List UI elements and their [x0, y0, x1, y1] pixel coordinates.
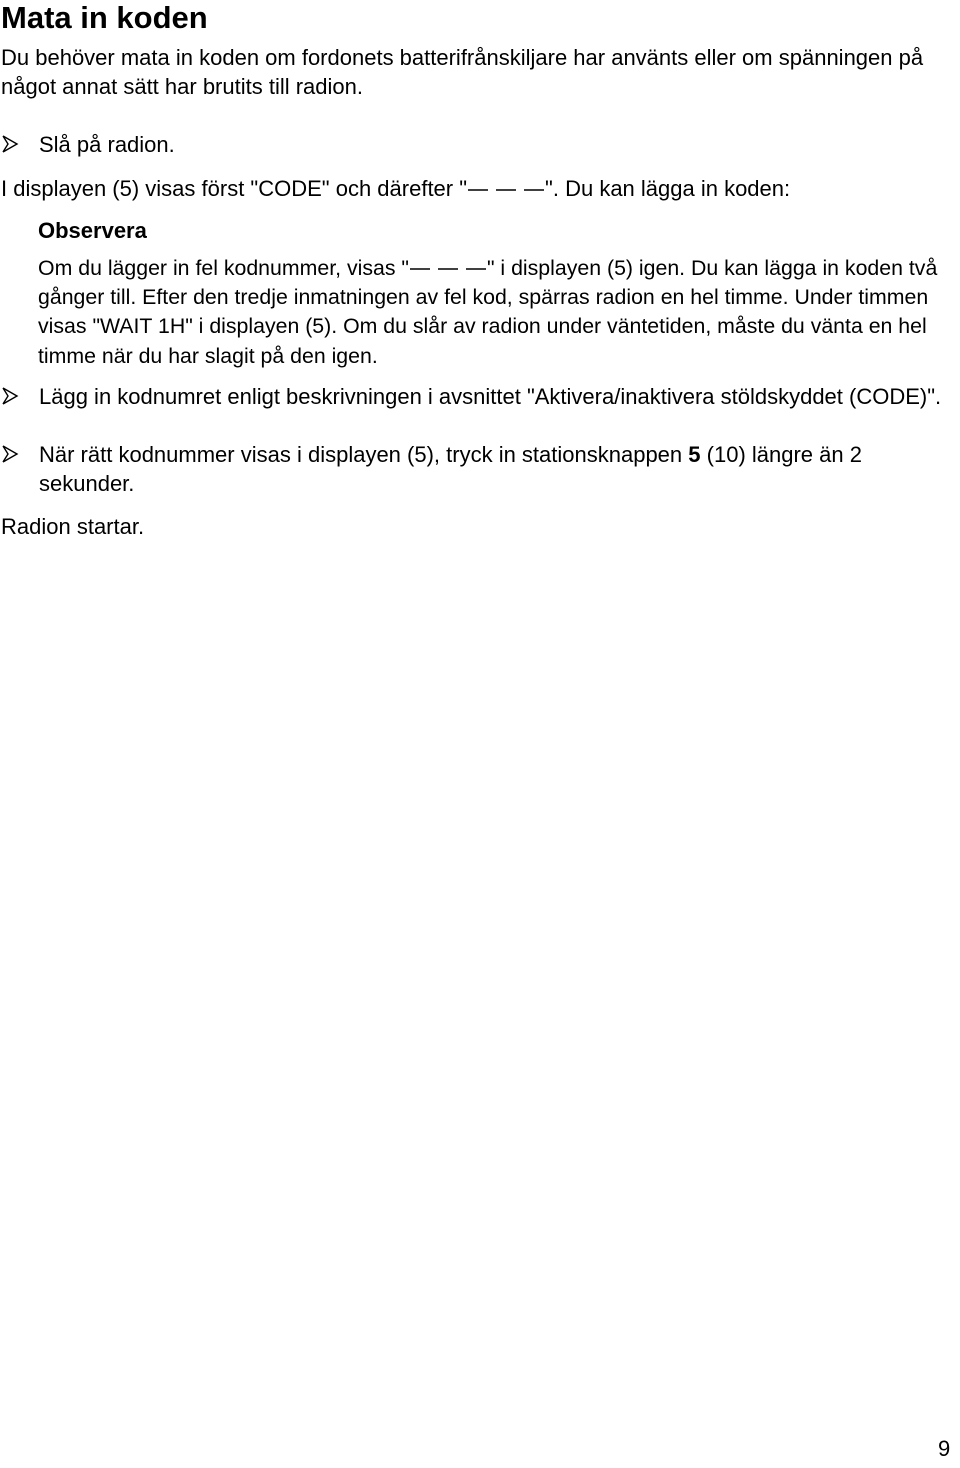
- arrowhead-bullet-icon: [1, 135, 19, 153]
- note-text-end: " i displayen (5) igen. Du kan lägga in koden två gånger till. Efter den tredje inmatningen av fel kod, spärras radion en hel timme. Under timmen visas "WAIT 1H" i displayen (5). Om du slår av radion under väntetiden, måste du vänta en hel timme när du har slagit på den igen.: [38, 256, 938, 368]
- step-item: [1, 382, 951, 411]
- dash-placeholder-icon: [468, 183, 544, 197]
- display-text-end: ". Du kan lägga in koden:: [545, 176, 791, 201]
- display-text-start: I displayen (5) visas först "CODE" och därefter ": [1, 176, 468, 201]
- dash-placeholder-icon: [410, 262, 486, 276]
- arrowhead-bullet-icon: [1, 445, 19, 463]
- page-number: 9: [938, 1436, 951, 1461]
- arrowhead-bullet-icon: [1, 387, 19, 405]
- step-item: [1, 440, 951, 498]
- page-title: Mata in koden: [1, 0, 208, 35]
- note-paragraph: [38, 254, 956, 371]
- note-heading: Observera: [38, 218, 147, 243]
- step-text-start: När rätt kodnummer visas i displayen (5), tryck in stationsknappen: [39, 442, 689, 467]
- step-text: Lägg in kodnumret enligt beskrivningen i avsnittet "Aktivera/inaktivera stöldskyddet (CODE)".: [39, 384, 942, 409]
- intro-paragraph: Du behöver mata in koden om fordonets batterifrånskiljare har använts eller om spänningen på något annat sätt har brutits till radion.: [1, 45, 924, 99]
- step-item: [1, 130, 951, 159]
- note-text-start: Om du lägger in fel kodnummer, visas ": [38, 256, 409, 280]
- step-text-end: (10) längre än 2 sekunder.: [39, 442, 862, 496]
- step-text: Slå på radion.: [39, 132, 175, 157]
- display-paragraph: [1, 174, 951, 203]
- step-text: [39, 440, 951, 498]
- preset-button-number: 5: [688, 442, 701, 467]
- result-text: Radion startar.: [1, 514, 145, 539]
